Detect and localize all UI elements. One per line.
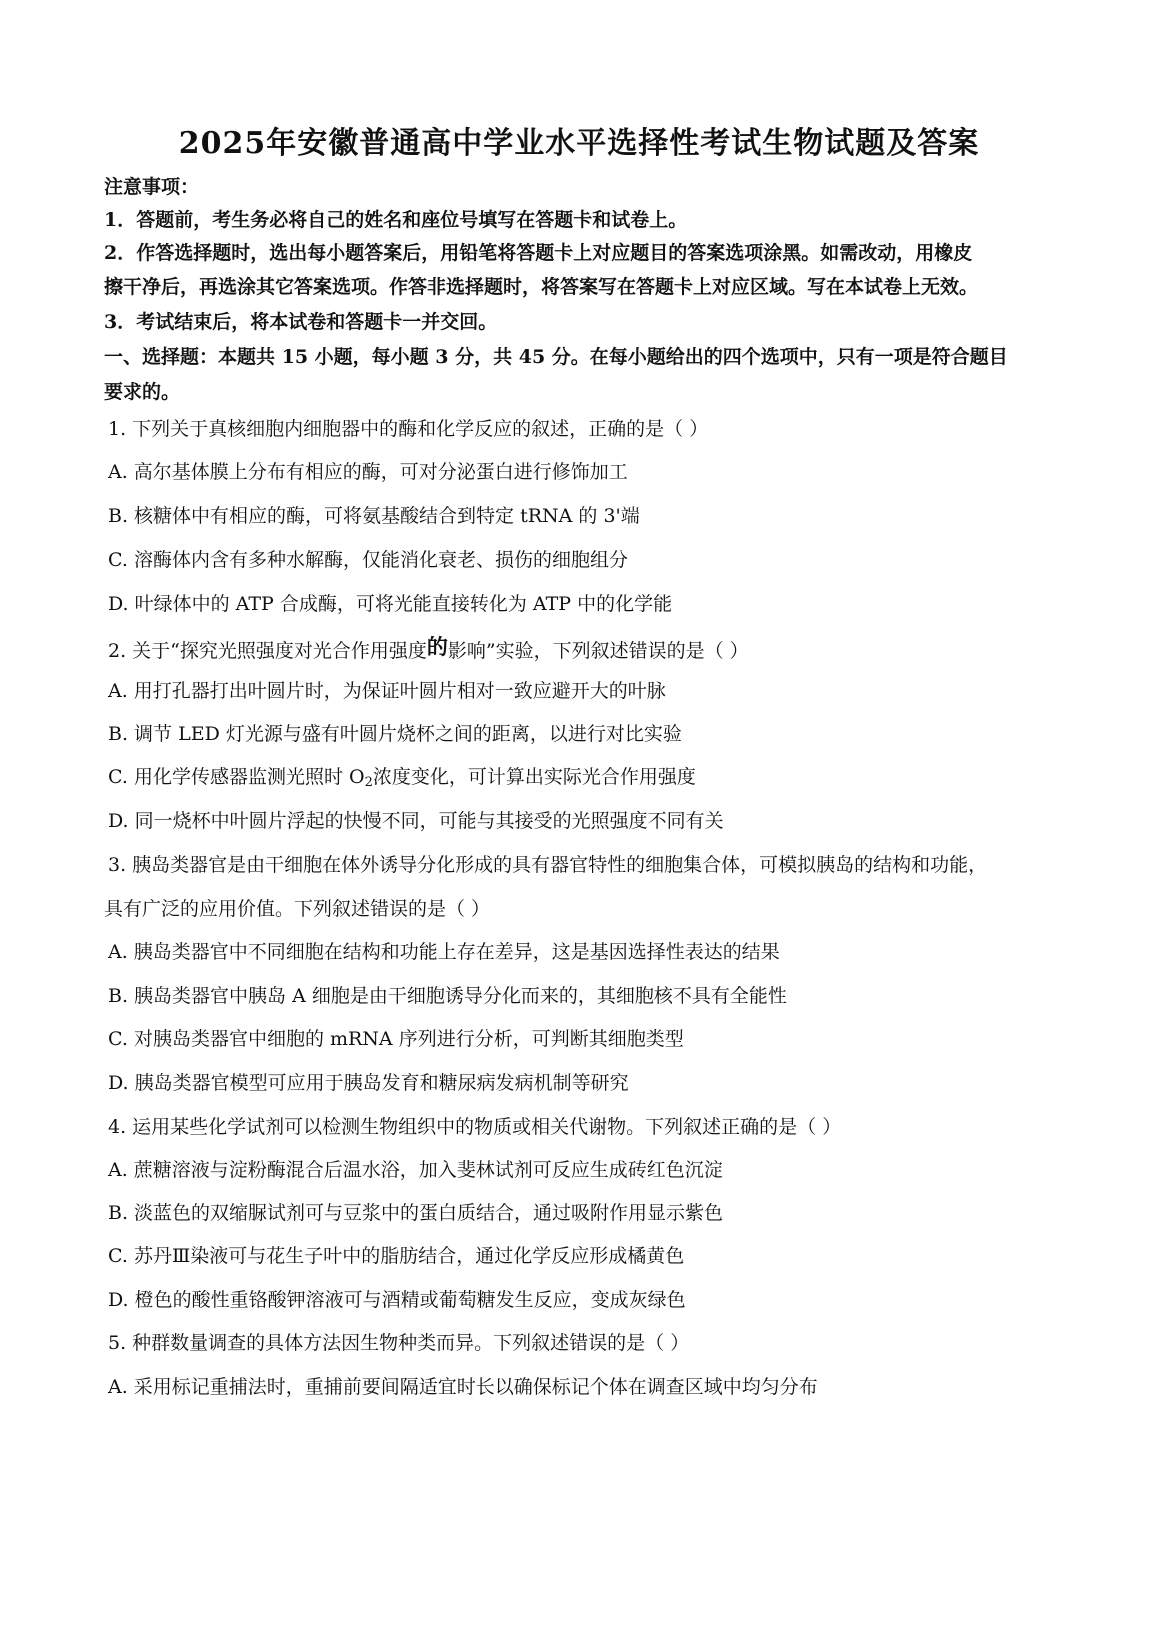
question-2-option-c-subscript: 2 [364,775,373,790]
question-3-option-b: B. 胰岛类器官中胰岛 A 细胞是由干细胞诱导分化而来的，其细胞核不具有全能性 [108,985,787,1007]
question-1-option-c: C. 溶酶体内含有多种水解酶，仅能消化衰老、损伤的细胞组分 [108,549,628,571]
notes-item-2-line-1: 2．作答选择题时，选出每小题答案后，用铅笔将答题卡上对应题目的答案选项涂黑。如需改动，用橡皮 [104,242,973,264]
question-4-stem: 4. 运用某些化学试剂可以检测生物组织中的物质或相关代谢物。下列叙述正确的是（ ） [108,1116,842,1138]
question-2-stem-part-2: 的 [426,634,448,659]
page-title: 2025年安徽普通高中学业水平选择性考试生物试题及答案 [178,126,980,161]
question-3-option-a: A. 胰岛类器官中不同细胞在结构和功能上存在差异，这是基因选择性表达的结果 [108,941,780,963]
question-2-option-c-part-2: 浓度变化，可计算出实际光合作用强度 [372,766,696,788]
question-2-option-b: B. 调节 LED 灯光源与盛有叶圆片烧杯之间的距离，以进行对比实验 [108,723,682,745]
question-2-stem-part-1: 2. 关于“探究光照强度对光合作用强度 [108,640,427,662]
question-2-stem [108,634,1068,664]
question-2-option-c-part-1: C. 用化学传感器监测光照时 O [108,766,365,788]
question-2-stem-part-3: 影响”实验，下列叙述错误的是（ ） [447,640,749,662]
question-2-option-a: A. 用打孔器打出叶圆片时，为保证叶圆片相对一致应避开大的叶脉 [108,680,666,702]
question-3-stem-line-2: 具有广泛的应用价值。下列叙述错误的是（ ） [104,898,491,920]
notes-item-2-line-2: 擦干净后，再选涂其它答案选项。作答非选择题时，将答案写在答题卡上对应区域。写在本试卷上无效。 [104,276,979,298]
question-4-option-c: C. 苏丹Ⅲ染液可与花生子叶中的脂肪结合，通过化学反应形成橘黄色 [108,1245,685,1267]
question-3-stem-line-1: 3. 胰岛类器官是由干细胞在体外诱导分化形成的具有器官特性的细胞集合体，可模拟胰岛的结构和功能， [108,854,988,876]
question-3-option-c: C. 对胰岛类器官中细胞的 mRNA 序列进行分析，可判断其细胞类型 [108,1028,684,1050]
question-1-stem: 1. 下列关于真核细胞内细胞器中的酶和化学反应的叙述，正确的是（ ） [108,418,709,440]
question-5-stem: 5. 种群数量调查的具体方法因生物种类而异。下列叙述错误的是（ ） [108,1332,690,1354]
question-5-option-a: A. 采用标记重捕法时，重捕前要间隔适宜时长以确保标记个体在调查区域中均匀分布 [108,1376,818,1398]
question-2-option-d: D. 同一烧杯中叶圆片浮起的快慢不同，可能与其接受的光照强度不同有关 [108,810,724,832]
question-3-option-d: D. 胰岛类器官模型可应用于胰岛发育和糖尿病发病机制等研究 [108,1072,629,1094]
notes-item-1: 1．答题前，考生务必将自己的姓名和座位号填写在答题卡和试卷上。 [104,209,688,231]
question-4-option-d: D. 橙色的酸性重铬酸钾溶液可与酒精或葡萄糖发生反应，变成灰绿色 [108,1289,686,1311]
question-4-option-a: A. 蔗糖溶液与淀粉酶混合后温水浴，加入斐林试剂可反应生成砖红色沉淀 [108,1159,723,1181]
question-1-option-b: B. 核糖体中有相应的酶，可将氨基酸结合到特定 tRNA 的 3'端 [108,505,640,527]
question-2-option-c [108,762,1068,790]
question-1-option-d: D. 叶绿体中的 ATP 合成酶，可将光能直接转化为 ATP 中的化学能 [108,593,673,615]
section-heading-line-1: 一、选择题：本题共 15 小题，每小题 3 分，共 45 分。在每小题给出的四个选项中，只有一项是符合题目 [104,346,1008,368]
section-heading-line-2: 要求的。 [104,381,181,403]
notes-heading: 注意事项： [104,176,200,198]
question-1-option-a: A. 高尔基体膜上分布有相应的酶，可对分泌蛋白进行修饰加工 [108,461,628,483]
notes-item-3: 3．考试结束后，将本试卷和答题卡一并交回。 [104,311,498,333]
question-4-option-b: B. 淡蓝色的双缩脲试剂可与豆浆中的蛋白质结合，通过吸附作用显示紫色 [108,1202,724,1224]
